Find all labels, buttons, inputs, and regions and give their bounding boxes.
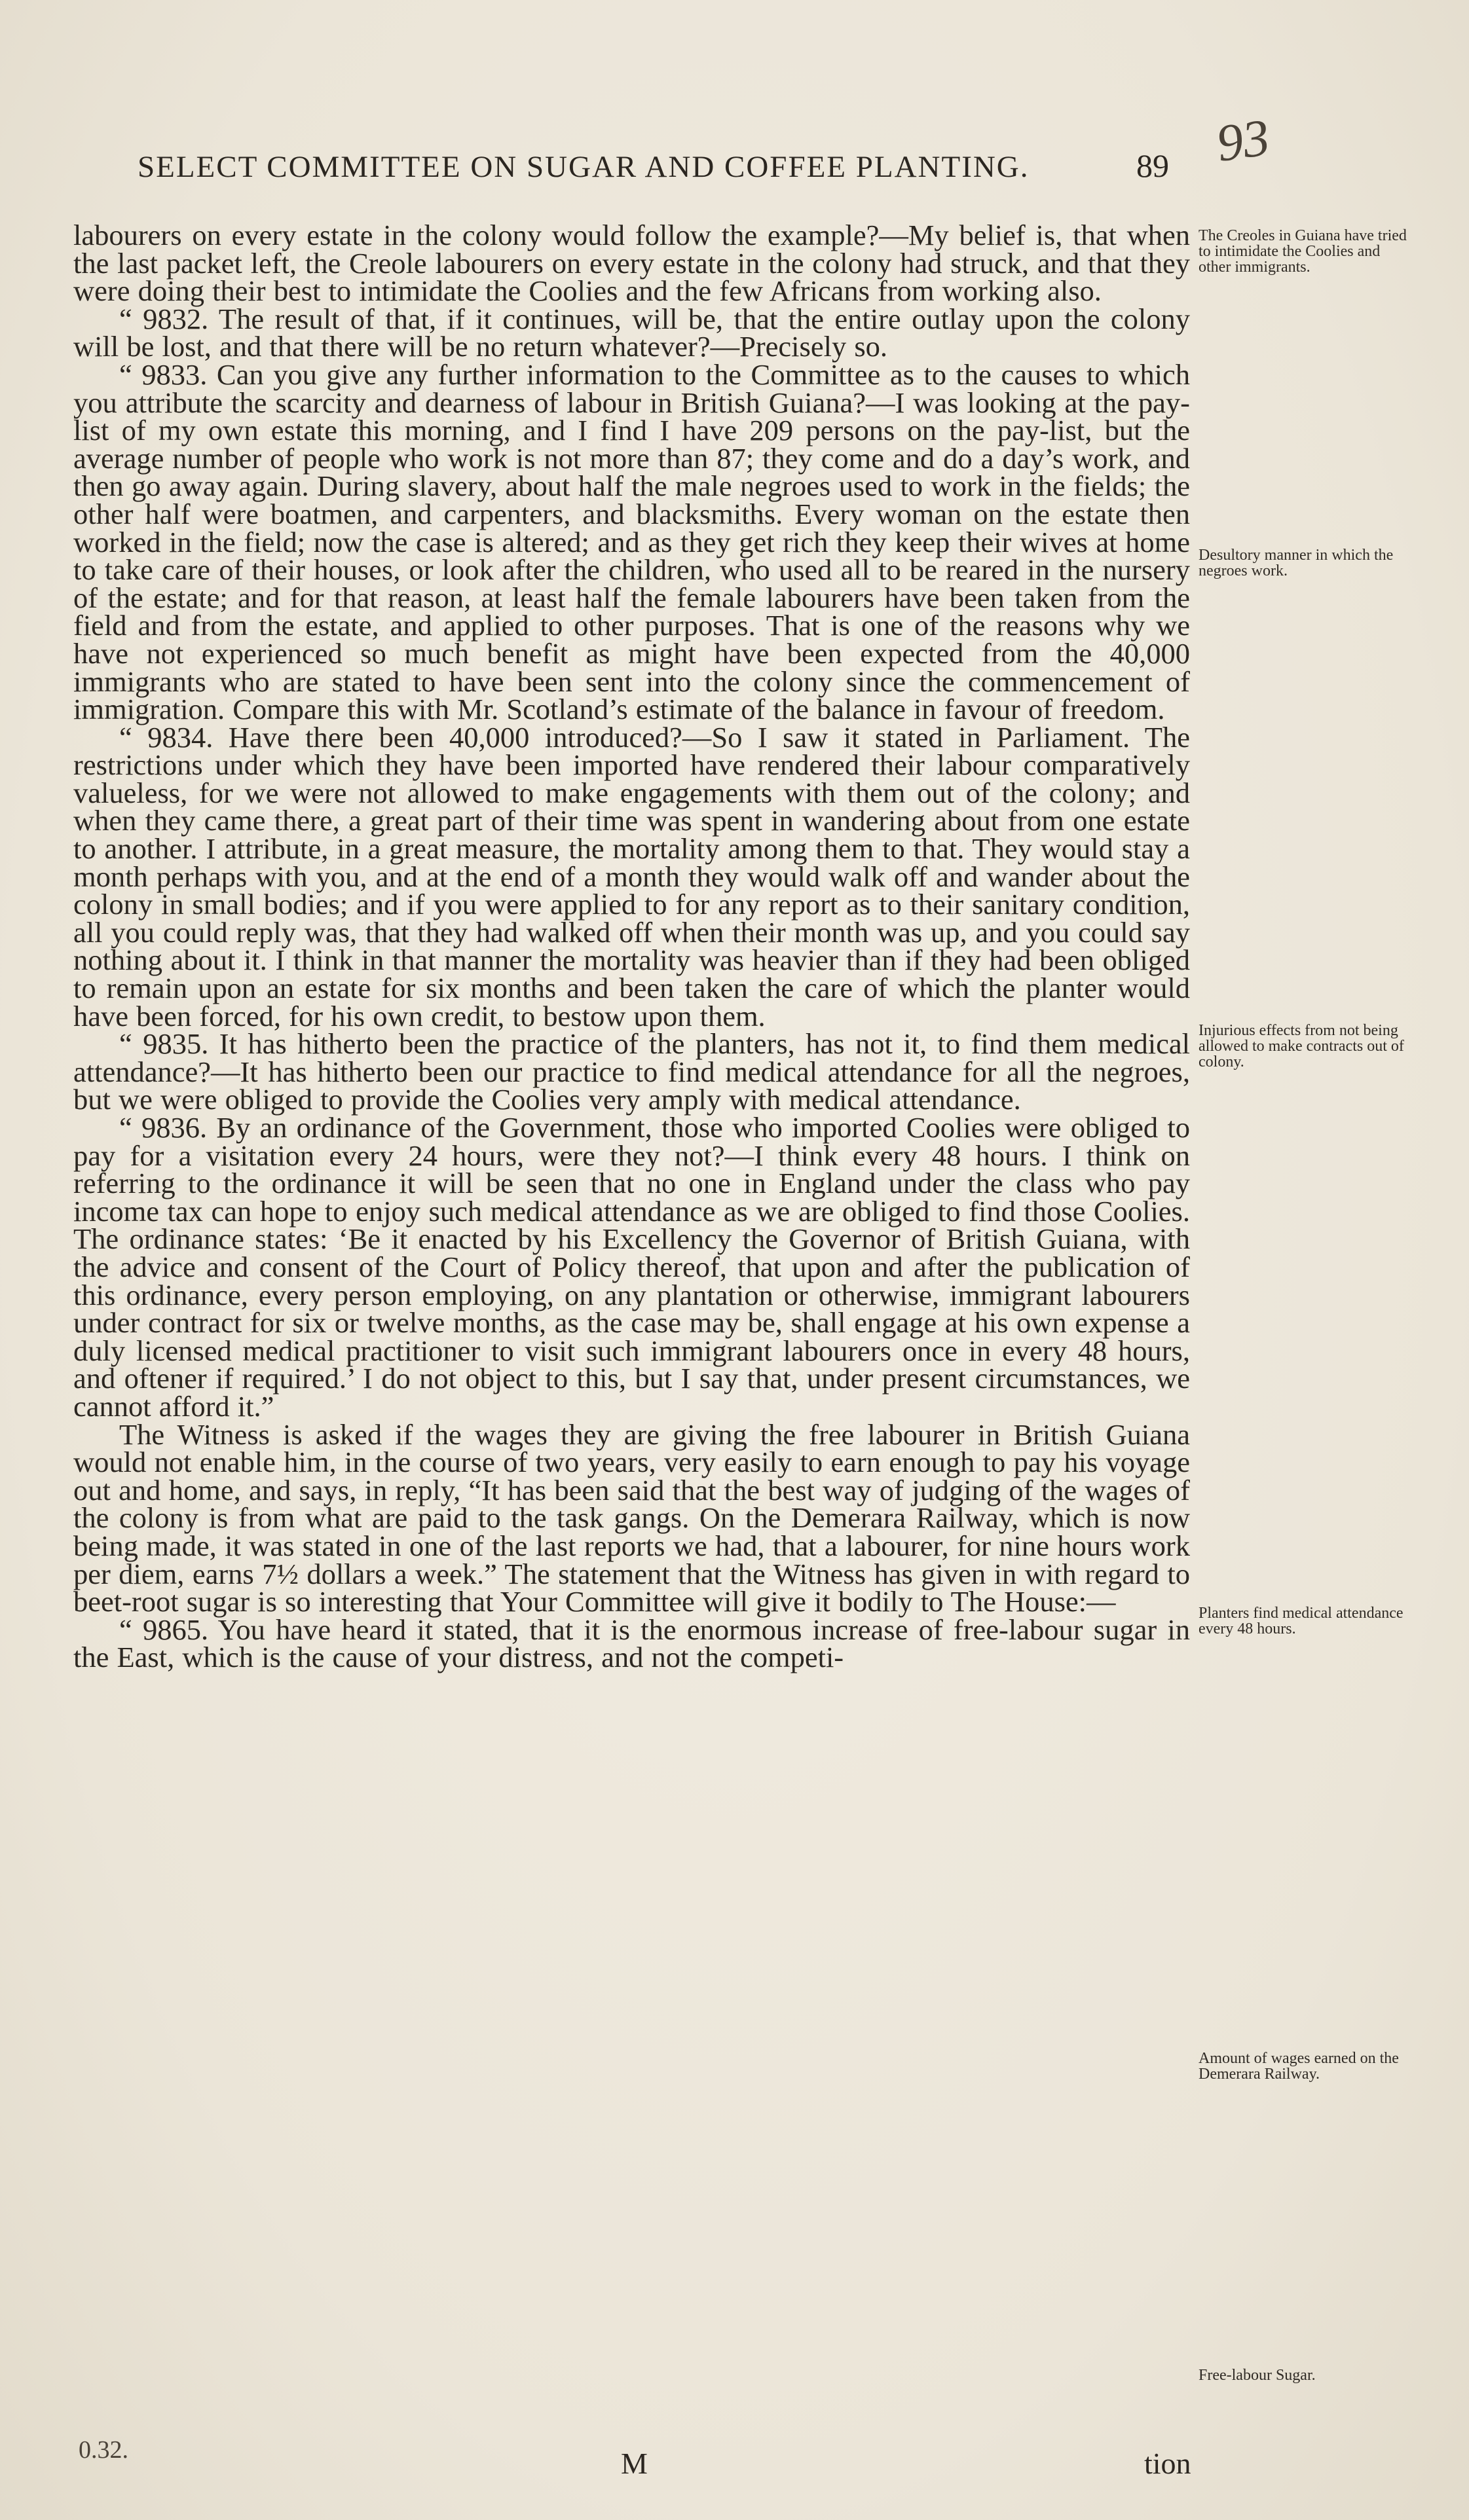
margin-note-medical: Planters find medical attendance every 48 hours. [1199,1605,1404,1637]
paragraph-witness-wages: The Witness is asked if the wages they are giving the free labourer in British Guiana would not enable him, in the course of two years, very easily to earn enough to pay his voyage out and home, and says, in reply, “It has been said that the best way of judging of the wages of the colony is from what are paid to the task gangs. On the Demerara Railway, which is now being made, it was stated in one of the last reports we had, that a labourer, for nine hours work per diem, earns 7½ dollars a week.” The statement that the Witness has given in with regard to beet-root sugar is so interesting that Your Committee will give it bodily to The House:— [73,1417,1190,1618]
paragraph-continuation: labourers on every estate in the colony would follow the example?—My belief is, that when the last packet left, the Creole labourers on every estate in the colony had struck, and that they were doing their best to intimidate the Coolies and the few Africans from working also. [73,219,1190,308]
margin-note-desultory: Desultory manner in which the negroes work. [1199,547,1394,579]
sheet-number: 0.32. [79,2436,128,2464]
margin-note-creoles: The Creoles in Guiana have tried to intimidate the Coolies and other immigrants. [1199,227,1407,276]
margin-note-contracts: Injurious effects from not being allowed to make contracts out of colony. [1199,1022,1404,1070]
header-title: SELECT COMMITTEE ON SUGAR AND COFFEE PLANTING. [138,150,1030,184]
catchword: tion [1144,2447,1191,2480]
handwritten-folio-number: 93 [1213,108,1273,173]
paragraph-9834: “ 9834. Have there been 40,000 introduced?—So I saw it stated in Parliament. The restrictions under which they have been imported have rendered their labour comparatively valueless, for we were not allowed to make engagements with them out of the colony; and when they came there, a great part of their time was spent in wandering about from one estate to another. I attribute, in a great measure, the mortality among them to that. They would stay a month perhaps with you, and at the end of a month they would walk off and wander about the colony in small bodies; and if you were applied to for any report as to their sanitary condition, all you could reply was, that they had walked off when their month was up, and you could say nothing about it. I think in that manner the mortality was heavier than if they had been obliged to remain upon an estate for six months and been taken the care of which the planter would have been forced, for his own credit, to bestow upon them. [73,720,1190,1032]
paragraph-9836: “ 9836. By an ordinance of the Government, those who imported Coolies were obliged to pay for a visitation every 24 hours, were they not?—I think every 48 hours. I think on referring to the ordinance it will be seen that no one in England under the class who pay income tax can hope to enjoy such medical attendance as we are obliged to find those Coolies. The ordinance states: ‘Be it enacted by his Excellency the Governor of British Guiana, with the advice and consent of the Court of Policy thereof, that upon and after the publication of this ordinance, every person employing, on any plantation or otherwise, immigrant labourers under contract for six or twelve months, as the case may be, shall engage at his own expense a duly licensed medical practitioner to visit such immigrant labourers once in every 48 hours, and oftener if required.’ I do not object to this, but I say that, under present circumstances, we cannot afford it.” [73,1111,1190,1423]
paragraph-9833: “ 9833. Can you give any further information to the Committee as to the causes to which you attribute the scarcity and dearness of labour in British Guiana?—I was looking at the pay-list of my own estate this morning, and I find I have 209 persons on the pay-list, but the average number of people who work is not more than 87; they come and do a day’s work, and then go away again. During slavery, about half the male negroes used to work in the fields; the other half were boatmen, and carpenters, and blacksmiths. Every woman on the estate then worked in the field; now the case is altered; and as they get rich they keep their wives at home to take care of their houses, or look after the children, who used all to be reared in the nursery of the estate; and for that reason, at least half the female labourers have been taken from the field and from the estate, and applied to other purposes. That is one of the reasons why we have not experienced so much benefit as might have been expected from the 40,000 immigrants who are stated to have been sent into the colony since the commencement of immigration. Compare this with Mr. Scotland’s estimate of the balance in favour of freedom. [73,357,1190,726]
margin-note-free-labour: Free-labour Sugar. [1199,2367,1316,2384]
paragraph-9835: “ 9835. It has hitherto been the practice of the planters, has not it, to find them medical attendance?—It has hitherto been our practice to find medical attendance for all the negroes, but we were obliged to provide the Coolies very amply with medical attendance. [73,1027,1190,1116]
margin-note-wages: Amount of wages earned on the Demerara Railway. [1199,2050,1399,2083]
signature-mark: M [621,2447,648,2480]
main-text-column [73,219,1190,1674]
paragraph-9865: “ 9865. You have heard it stated, that it is the enormous increase of free-labour sugar in the East, which is the cause of your distress, and not the competi- [73,1613,1190,1674]
paragraph-9832: “ 9832. The result of that, if it continues, will be, that the entire outlay upon the colony will be lost, and that there will be no return whatever?—Precisely so. [73,302,1190,363]
page-number: 89 [1136,147,1169,184]
running-header [138,147,1169,185]
